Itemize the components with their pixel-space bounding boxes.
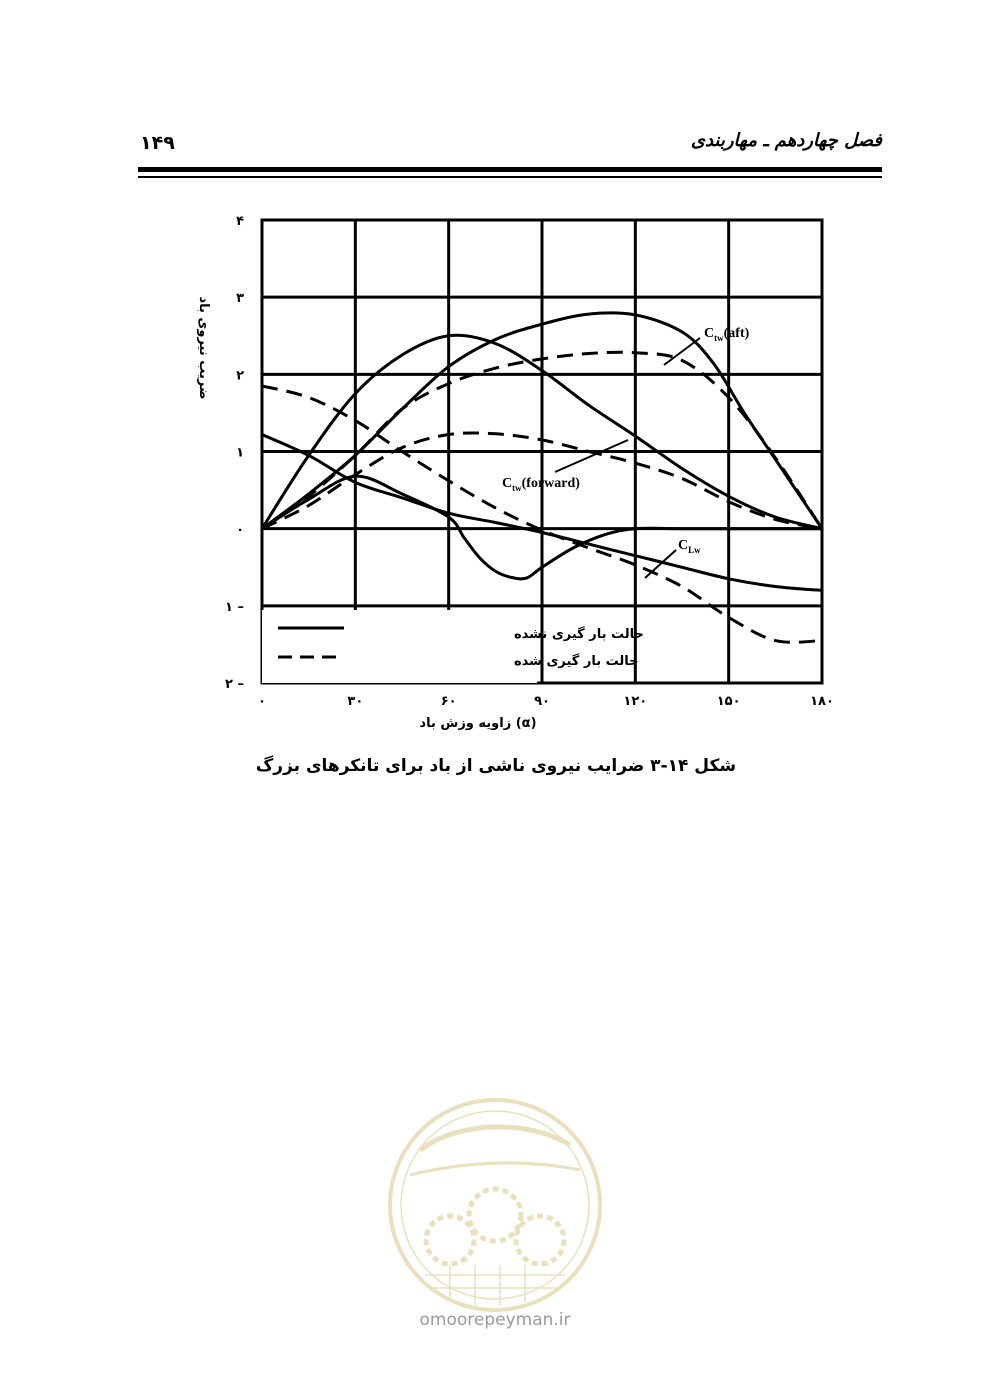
figure-caption: شکل ۱۴-۳ ضرایب نیروی ناشی از باد برای تانکرهای بزرگ [255,756,737,776]
legend-label-loaded: حالت بار گیری شده [514,654,639,669]
watermark-logo [380,1090,610,1340]
x-tick-label: ۹۰ [534,694,550,709]
y-tick-label: ۱ [236,445,244,461]
legend-box [262,610,537,683]
page-number: ۱۴۹ [140,132,175,154]
x-tick-label: ۶۰ [440,694,457,709]
annotation-label: $C_{tw}(aft)$ [704,326,750,343]
legend [262,610,644,683]
watermark-text: omoorepeyman.ir [419,1310,571,1330]
x-tick-label: ۱۸۰ [810,694,834,709]
x-axis-label: (α) زاویه وزش باد [419,716,537,731]
y-tick-label: ۳ [236,291,244,307]
chapter-title: فصل چهاردهم ـ مهاربندی [690,130,882,151]
annotation-label: $C_{tw}(forward)$ [502,476,580,493]
x-tick-label: ۳۰ [347,694,364,709]
y-axis-label: ضریب نیروی باد [196,296,211,400]
y-tick-label: ۱ – [225,599,244,615]
y-tick-label: ۲ – [225,677,244,692]
y-tick-label: ۲ [236,368,244,384]
x-tick-label: ۰ [258,694,266,709]
annotation-label: $C_{Lw}$ [678,538,701,555]
x-tick-label: ۱۵۰ [716,694,741,709]
x-tick-label: ۱۲۰ [623,694,648,709]
legend-label-unloaded: حالت بار گیری نشده [514,627,644,642]
y-tick-label: ۰ [236,522,244,538]
y-tick-label: ۴ [236,214,244,229]
